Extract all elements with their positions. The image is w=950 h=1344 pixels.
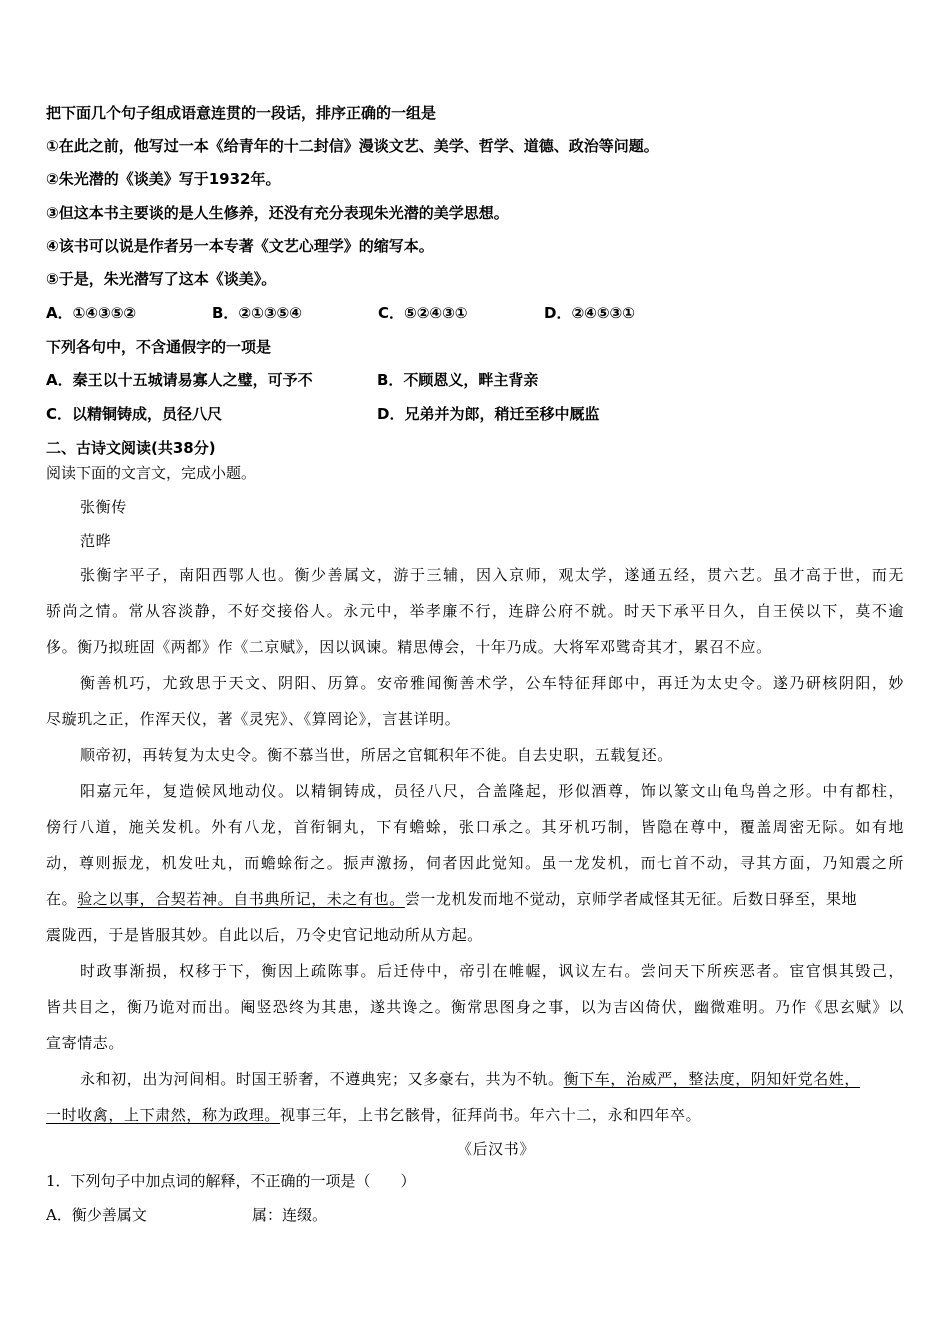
order-option-c[interactable]: C．⑤②④③① xyxy=(378,304,468,322)
underlined-sentence: 验之以事，合契若神。自书典所记，未之有也。 xyxy=(77,890,405,908)
passage-author: 范晔 xyxy=(80,532,112,550)
passage-text: 在。 xyxy=(46,890,78,908)
order-option-d[interactable]: D．②④⑤③① xyxy=(544,304,635,322)
tongjia-options-row1 xyxy=(46,369,538,390)
order-sentence-1: ①在此之前，他写过一本《给青年的十二封信》漫谈文艺、美学、哲学、道德、政治等问题。 xyxy=(46,137,659,155)
question-1-option-a[interactable] xyxy=(46,1204,327,1225)
passage-line: 动，尊则振龙，机发吐丸，而蟾蜍衔之。振声激扬，伺者因此觉知。虽一龙发机，而七首不动，寻其方面，乃知震之所 xyxy=(46,854,904,872)
passage-text: 视事三年，上书乞骸骨，征拜尚书。年六十二，永和四年卒。 xyxy=(280,1106,702,1124)
underlined-sentence: 衡下车，治威严，整法度，阴知奸党名姓， xyxy=(563,1070,861,1088)
passage-line: 张衡字平子，南阳西鄂人也。衡少善属文，游于三辅，因入京师，观太学，遂通五经，贯六艺。虽才高于世，而无 xyxy=(80,566,904,584)
passage-line-mixed xyxy=(46,1068,860,1089)
passage-line: 衡善机巧，尤致思于天文、阴阳、历算。安帝雅闻衡善术学，公车特征拜郎中，再迁为太史令。遂乃研核阴阳，妙 xyxy=(80,674,904,692)
passage-line: 顺帝初，再转复为太史令。衡不慕当世，所居之官辄积年不徙。自去史职，五载复还。 xyxy=(80,746,673,764)
reading-instruction: 阅读下面的文言文，完成小题。 xyxy=(46,464,257,482)
order-option-b[interactable]: B．②①③⑤④ xyxy=(212,304,302,322)
order-sentence-4: ④该书可以说是作者另一本专著《文艺心理学》的缩写本。 xyxy=(46,237,434,255)
tongjia-option-a[interactable]: A．秦王以十五城请易寡人之璧，可予不 xyxy=(46,371,313,389)
section-heading: 二、古诗文阅读(共38分) xyxy=(46,439,216,457)
order-option-a[interactable]: A．①④③⑤② xyxy=(46,304,137,322)
passage-line: 傍行八道，施关发机。外有八龙，首衔铜丸，下有蟾蜍，张口承之。其牙机巧制，皆隐在尊中，覆盖周密无际。如有地 xyxy=(46,818,904,836)
order-sentence-3: ③但这本书主要谈的是人生修养，还没有充分表现朱光潜的美学思想。 xyxy=(46,204,509,222)
tongjia-option-d[interactable]: D．兄弟并为郎，稍迁至移中厩监 xyxy=(377,405,600,423)
passage-line: 侈。衡乃拟班固《两都》作《二京赋》，因以讽谏。精思傅会，十年乃成。大将军邓骘奇其才，累召不应。 xyxy=(46,638,772,656)
option-a-text: A．衡少善属文 xyxy=(46,1206,147,1224)
order-sentence-2: ②朱光潜的《谈美》写于1932年。 xyxy=(46,170,281,188)
passage-source: 《后汉书》 xyxy=(456,1140,535,1158)
underlined-sentence: 一时收禽，上下肃然，称为政理。 xyxy=(46,1106,281,1124)
passage-line-mixed xyxy=(46,888,857,909)
tongjia-option-c[interactable]: C．以精铜铸成，员径八尺 xyxy=(46,405,223,423)
passage-line: 皆共目之，衡乃诡对而出。阉竖恐终为其患，遂共谗之。衡常思图身之事，以为吉凶倚伏，幽微难明。乃作《思玄赋》以 xyxy=(46,998,904,1016)
passage-line: 阳嘉元年，复造候风地动仪。以精铜铸成，员径八尺，合盖隆起，形似酒尊，饰以篆文山龟鸟兽之形。中有都柱， xyxy=(80,782,904,800)
passage-line: 震陇西，于是皆服其妙。自此以后，乃令史官记地动所从方起。 xyxy=(46,926,483,944)
tongjia-question-prompt: 下列各句中，不含通假字的一项是 xyxy=(46,338,272,356)
tongjia-options-row2 xyxy=(46,403,599,424)
passage-line: 宣寄情志。 xyxy=(46,1034,125,1052)
order-sentence-5: ⑤于是，朱光潜写了这本《谈美》。 xyxy=(46,270,277,288)
order-options xyxy=(46,302,710,323)
passage-line: 时政事渐损，权移于下，衡因上疏陈事。后迁侍中，帝引在帷幄，讽议左右。尝问天下所疾恶者。宦官惧其毁己， xyxy=(80,962,904,980)
order-question-prompt: 把下面几个句子组成语意连贯的一段话，排序正确的一组是 xyxy=(46,104,437,122)
option-a-gloss: 属：连缀。 xyxy=(252,1206,328,1224)
passage-title: 张衡传 xyxy=(80,498,127,516)
passage-line: 尽璇玑之正，作浑天仪，著《灵宪》、《算罔论》，言甚详明。 xyxy=(46,710,461,728)
tongjia-option-b[interactable]: B．不顾恩义，畔主背亲 xyxy=(377,371,539,389)
passage-text: 尝一龙机发而地不觉动，京师学者咸怪其无征。后数日驿至，果地 xyxy=(404,890,858,908)
passage-line-mixed xyxy=(46,1104,701,1125)
question-1-stem: 1．下列句子中加点词的解释，不正确的一项是（ ） xyxy=(46,1172,416,1190)
passage-text: 永和初，出为河间相。时国王骄奢，不遵典宪；又多豪右，共为不轨。 xyxy=(80,1070,564,1088)
passage-line: 骄尚之情。常从容淡静，不好交接俗人。永元中，举孝廉不行，连辟公府不就。时天下承平日久，自王侯以下，莫不逾 xyxy=(46,602,904,620)
